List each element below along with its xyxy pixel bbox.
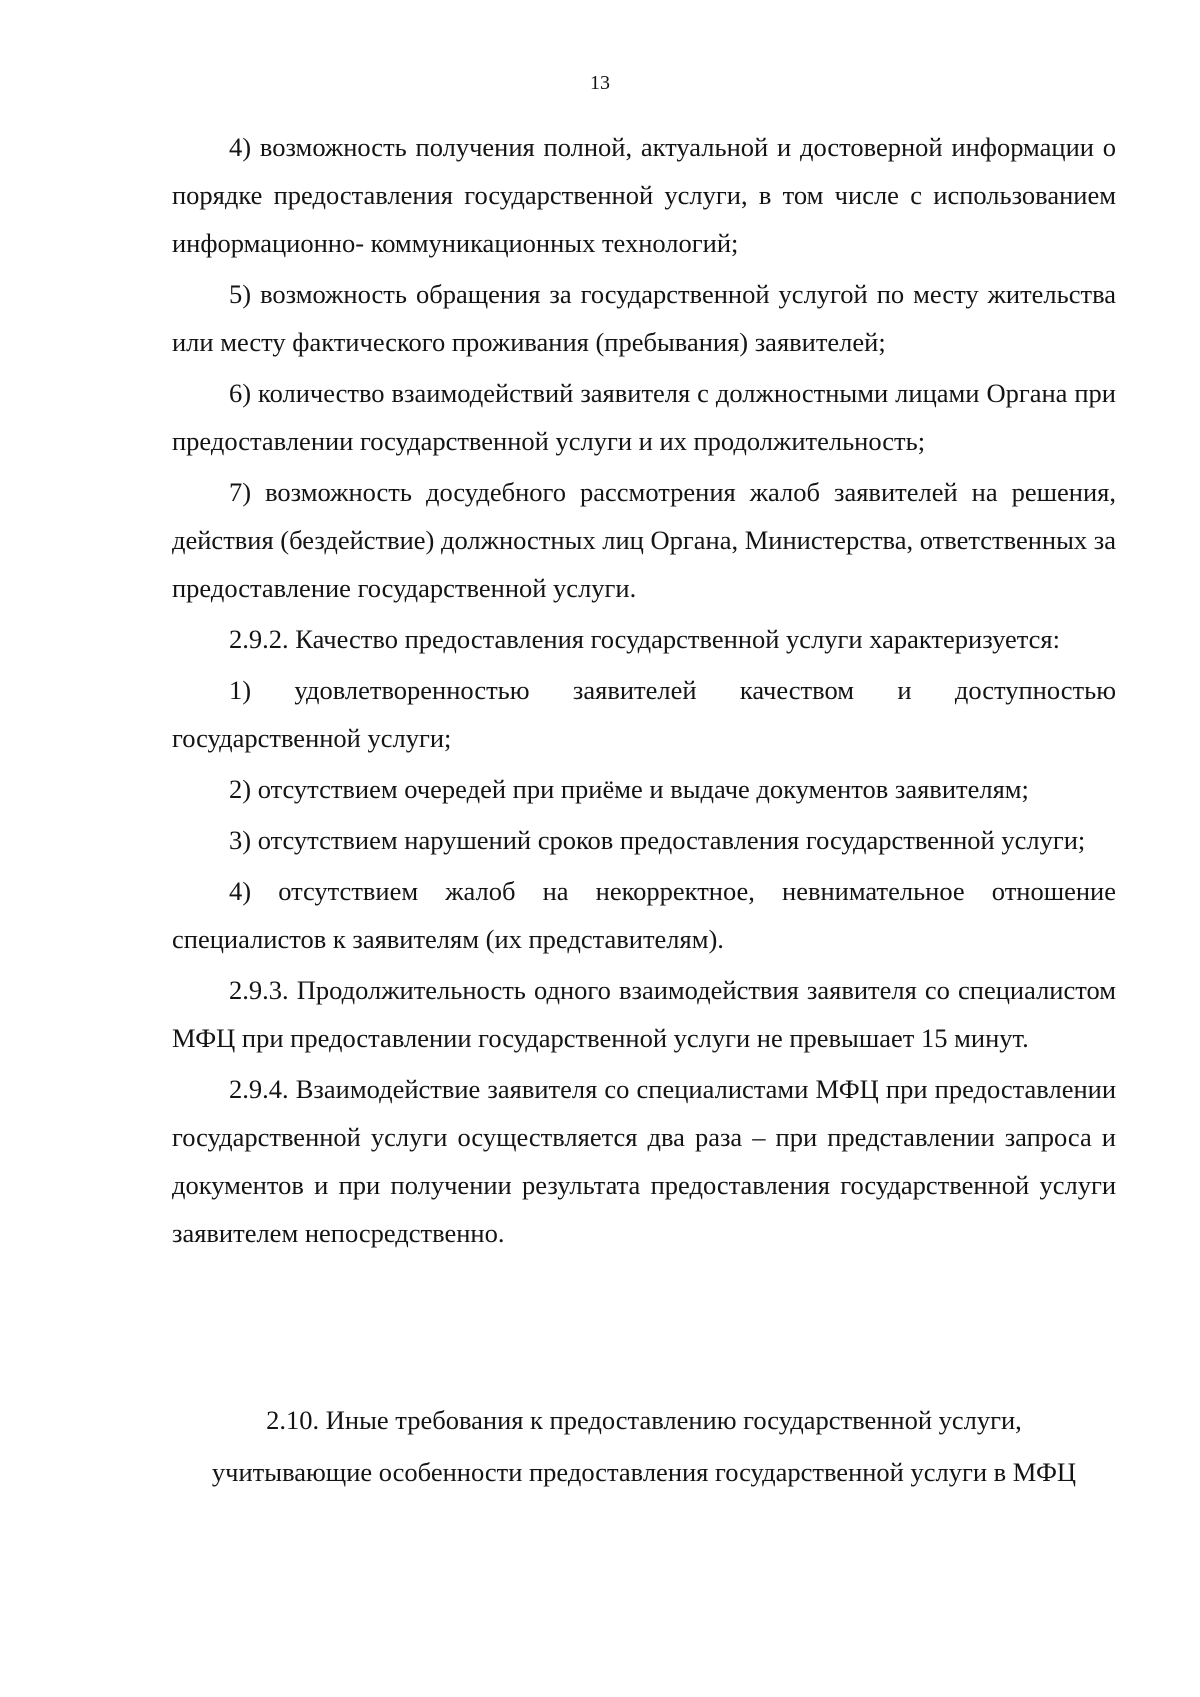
section-heading-line-1: 2.10. Иные требования к предоставлению государственной услуги,: [266, 1405, 1022, 1435]
paragraph-quality-1-satisfaction: 1) удовлетворенностью заявителей качеством и доступностью государственной услуги;: [172, 675, 1116, 753]
paragraph-quality-3-no-delays: 3) отсутствием нарушений сроков предоставления государственной услуги;: [229, 825, 1086, 855]
paragraph-2-9-3: 2.9.3. Продолжительность одного взаимодействия заявителя со специалистом МФЦ при предоставлении государственной услуги не превышает 15 минут.: [172, 975, 1116, 1053]
section-heading-2-10: [172, 1394, 1116, 1498]
paragraph-quality-2-no-queues: 2) отсутствием очередей при приёме и выдаче документов заявителям;: [229, 774, 1029, 804]
section-heading-line-2: учитывающие особенности предоставления государственной услуги в МФЦ: [211, 1457, 1077, 1487]
paragraph-item-5-place-of-residence: 5) возможность обращения за государственной услугой по месту жительства или месту фактического проживания (пребывания) заявителей;: [172, 279, 1116, 357]
paragraph-2-9-2: 2.9.2. Качество предоставления государственной услуги характеризуется:: [229, 624, 1060, 654]
paragraph-item-7-complaints: 7) возможность досудебного рассмотрения жалоб заявителей на решения, действия (бездействие) должностных лиц Органа, Министерства, ответственных за предоставление государственной услуги.: [172, 477, 1116, 603]
paragraph-quality-4-no-complaints: 4) отсутствием жалоб на некорректное, невнимательное отношение специалистов к заявителям (их представителям).: [172, 876, 1116, 954]
paragraph-item-4-information: 4) возможность получения полной, актуальной и достоверной информации о порядке предоставления государственной услуги, в том числе с использованием информационно- коммуникационных технологий;: [172, 132, 1116, 258]
page-number: 13: [590, 72, 610, 94]
paragraph-2-9-4: 2.9.4. Взаимодействие заявителя со специалистами МФЦ при предоставлении государственной услуги осуществляется два раза – при представлении запроса и документов и при получении результата предоставления государственной услуги заявителем непосредственно.: [172, 1074, 1116, 1248]
paragraph-item-6-interactions: 6) количество взаимодействий заявителя с должностными лицами Органа при предоставлении государственной услуги и их продолжительность;: [172, 378, 1116, 456]
document-body: [172, 123, 1116, 1260]
